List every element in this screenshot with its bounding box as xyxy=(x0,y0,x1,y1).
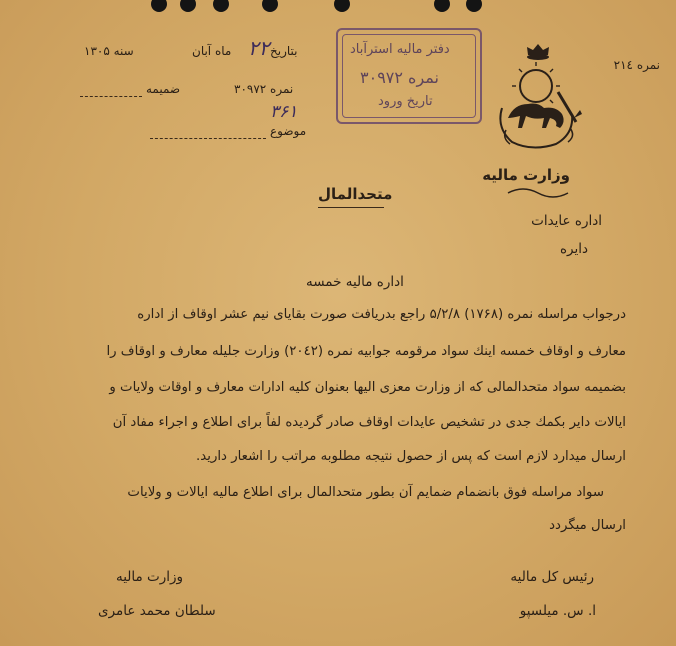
subject-handwritten: ۳۶۱ xyxy=(270,102,298,122)
punch-hole xyxy=(262,0,278,12)
circular-title: متحدالمال xyxy=(318,185,393,203)
subject-label: موضوع xyxy=(270,124,307,138)
body-line: ارسال ميگردد xyxy=(549,518,626,533)
punch-hole xyxy=(434,0,450,12)
enclosure-line xyxy=(80,96,142,97)
punch-hole xyxy=(151,0,167,12)
registry-stamp xyxy=(336,28,482,124)
addressee: اداره ماليه خمسه xyxy=(306,274,404,290)
division-name: دايره xyxy=(559,241,588,257)
ministry-name: وزارت ماليه xyxy=(482,166,570,184)
body-line: بضميمه سواد متحدالمالى كه از وزارت معزى اليها بعنوان كليه ادارات معارف و اوقات ولايات و xyxy=(109,380,626,395)
signature-right-name: ا. س. ميلسپو xyxy=(519,603,596,619)
punch-hole xyxy=(334,0,350,12)
number-label: نمره ۳۰۹۷۲ xyxy=(234,82,294,96)
punch-hole xyxy=(213,0,229,12)
body-line: ارسال ميدارد لازم است كه پس از حصول نتيجه مطلوبه مراتب را اشعار داريد. xyxy=(196,449,626,464)
punch-hole xyxy=(466,0,482,12)
letter-number: نمره ۲۱٤ xyxy=(613,58,660,72)
signature-left-title: وزارت ماليه xyxy=(116,569,184,585)
month-label: ماه آبان xyxy=(192,44,232,58)
enclosure-label: ضميمه xyxy=(146,82,181,96)
signature-right-title: رئيس كل ماليه xyxy=(510,569,594,585)
body-line: معارف و اوقاف خمسه اينك سواد مرقومه جوابيه نمره (۲۰٤۲) وزارت جليله معارف و اوقاف را xyxy=(106,344,626,359)
subject-line xyxy=(150,138,266,139)
stamp-line: دفتر ماليه استرآباد xyxy=(350,42,450,57)
date-handwritten: ۲۲ xyxy=(248,36,270,60)
punch-hole xyxy=(180,0,196,12)
body-line: سواد مراسله فوق بانضمام ضمايم آن بطور متحدالمال براى اطلاع ماليه ايالات و ولايات xyxy=(127,485,604,500)
flourish-icon xyxy=(506,186,570,200)
title-underline xyxy=(318,207,384,208)
date-label: بتاريخ xyxy=(270,44,298,58)
signature-left-name: سلطان محمد عامرى xyxy=(98,603,216,619)
body-line: درجواب مراسله نمره (۱۷۶۸) ۵/۲/۸ راجع بدريافت صورت بقاياى نيم عشر اوقاف از اداره xyxy=(137,307,626,322)
year-label: سنه ۱۳۰۵ xyxy=(84,44,134,58)
stamp-line: نمره ۳۰۹۷۲ xyxy=(360,68,439,87)
lion-and-sun-emblem-icon xyxy=(488,40,588,152)
body-line: ايالات داير بكمك جدى در تشخيص عايدات اوقاف صادر گرديده لفاً براى اطلاع و اجراء مفاد آن xyxy=(112,415,626,430)
department-name: اداره عايدات xyxy=(531,213,602,229)
stamp-line: تاريخ ورود xyxy=(378,94,433,109)
